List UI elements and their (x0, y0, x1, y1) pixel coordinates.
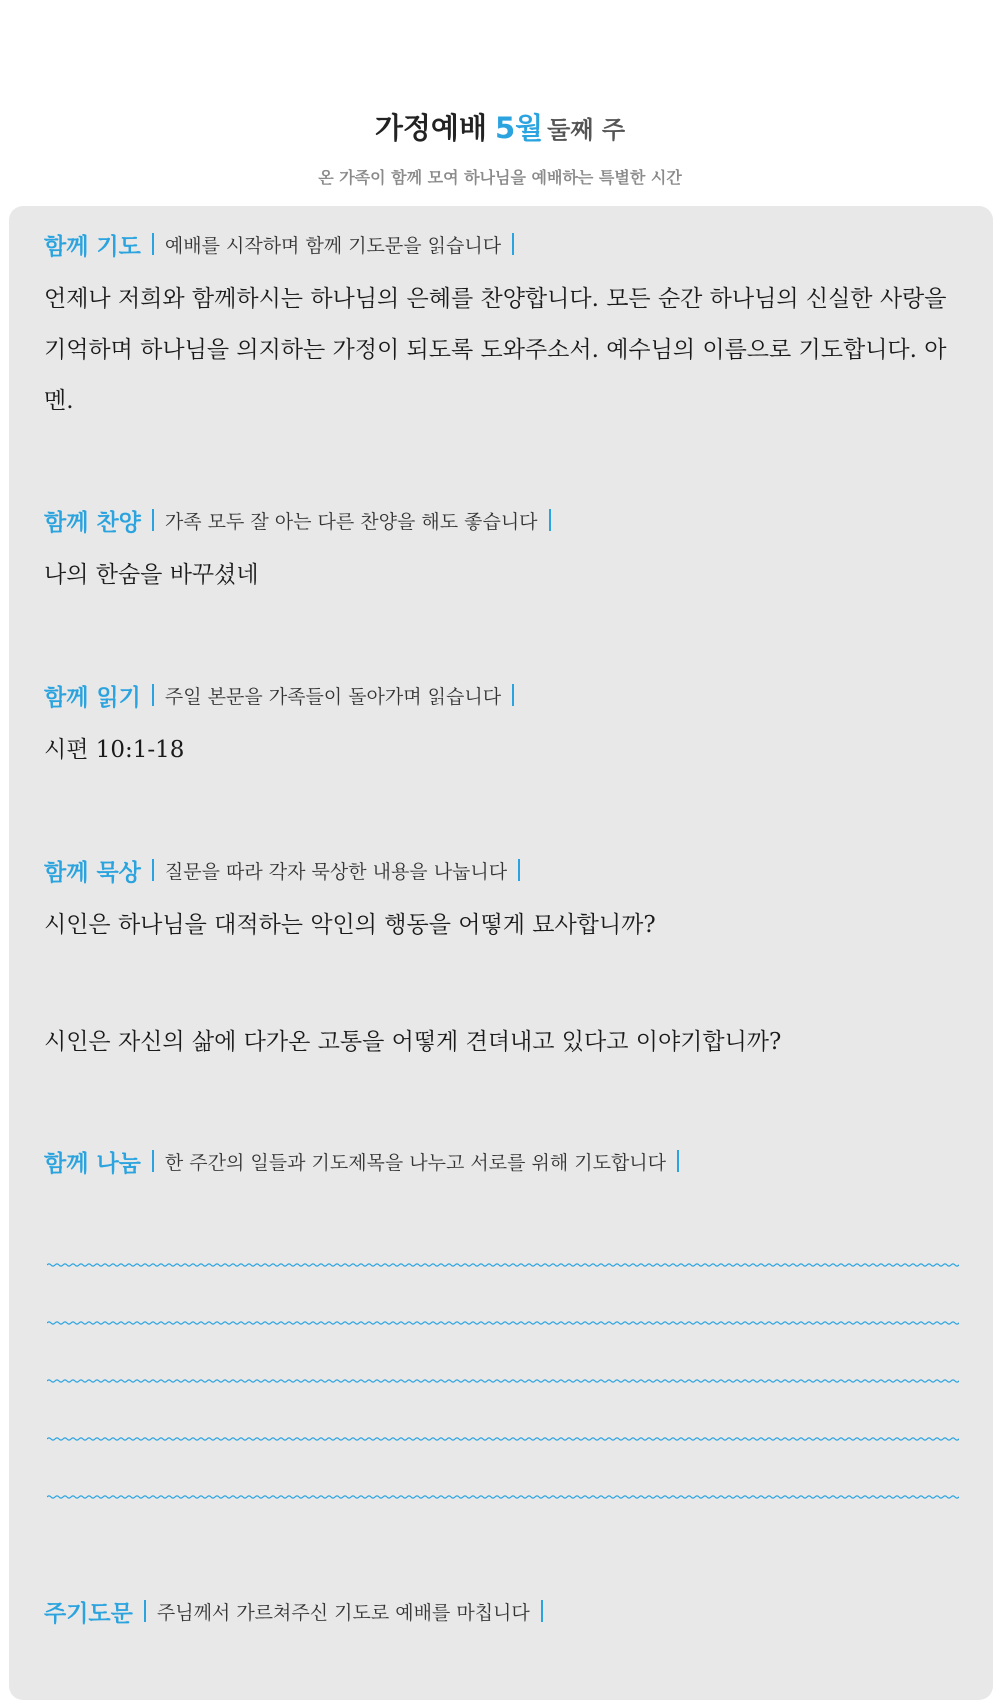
section-header (44, 226, 964, 262)
writing-line[interactable] (47, 1260, 959, 1270)
section-meditation (44, 852, 964, 1068)
section-sharing (44, 1143, 964, 1179)
section-desc: 질문을 따라 각자 묵상한 내용을 나눕니다 (164, 860, 508, 883)
writing-line[interactable] (47, 1376, 959, 1386)
divider-bar (512, 684, 514, 706)
title-main: 가정예배 (374, 111, 487, 145)
writing-line[interactable] (47, 1492, 959, 1502)
section-desc: 가족 모두 잘 아는 다른 찬양을 해도 좋습니다 (164, 510, 538, 533)
section-title: 함께 찬양 (44, 509, 141, 536)
page-subtitle: 온 가족이 함께 모여 하나님을 예배하는 특별한 시간 (318, 168, 682, 187)
section-header (44, 502, 964, 538)
scripture-reference: 시편 10:1-18 (44, 737, 185, 763)
worship-card (9, 206, 993, 1700)
divider-bar (152, 233, 154, 255)
section-desc: 주님께서 가르쳐주신 기도로 예배를 마칩니다 (156, 1601, 530, 1624)
section-desc: 주일 본문을 가족들이 돌아가며 읽습니다 (164, 685, 502, 708)
section-title: 함께 기도 (44, 233, 141, 260)
divider-bar (152, 684, 154, 706)
divider-bar (512, 233, 514, 255)
divider-bar (518, 859, 520, 881)
divider-bar (152, 1150, 154, 1172)
page-title (0, 108, 1000, 150)
divider-bar (541, 1600, 543, 1622)
section-desc: 한 주간의 일들과 기도제목을 나누고 서로를 위해 기도합니다 (164, 1151, 667, 1174)
section-desc: 예배를 시작하며 함께 기도문을 읽습니다 (164, 234, 502, 257)
title-week: 둘째 주 (547, 116, 626, 144)
section-title: 함께 나눔 (44, 1150, 141, 1177)
section-reading (44, 677, 964, 776)
divider-bar (152, 859, 154, 881)
divider-bar (152, 509, 154, 531)
writing-line[interactable] (47, 1318, 959, 1328)
section-title: 주기도문 (44, 1600, 133, 1627)
section-header (44, 852, 964, 888)
section-lords-prayer (44, 1593, 964, 1629)
section-header (44, 1593, 964, 1629)
page-header (0, 108, 1000, 188)
title-month: 5월 (494, 111, 544, 145)
divider-bar (677, 1150, 679, 1172)
divider-bar (144, 1600, 146, 1622)
section-header (44, 1143, 964, 1179)
meditation-question: 시인은 하나님을 대적하는 악인의 행동을 어떻게 묘사합니까? (44, 912, 656, 938)
section-title: 함께 묵상 (44, 859, 141, 886)
section-header (44, 677, 964, 713)
section-praise (44, 502, 964, 601)
writing-line[interactable] (47, 1434, 959, 1444)
prayer-text: 언제나 저희와 함께하시는 하나님의 은혜를 찬양합니다. 모든 순간 하나님의 신실한 사랑을 기억하며 하나님을 의지하는 가정이 되도록 도와주소서. 예수님의 이름으로 기도합니다. 아멘. (44, 286, 947, 414)
meditation-question: 시인은 자신의 삶에 다가온 고통을 어떻게 견뎌내고 있다고 이야기합니까? (44, 1029, 782, 1055)
divider-bar (549, 509, 551, 531)
hymn-title: 나의 한숨을 바꾸셨네 (44, 562, 259, 588)
section-title: 함께 읽기 (44, 684, 141, 711)
section-prayer (44, 226, 964, 427)
